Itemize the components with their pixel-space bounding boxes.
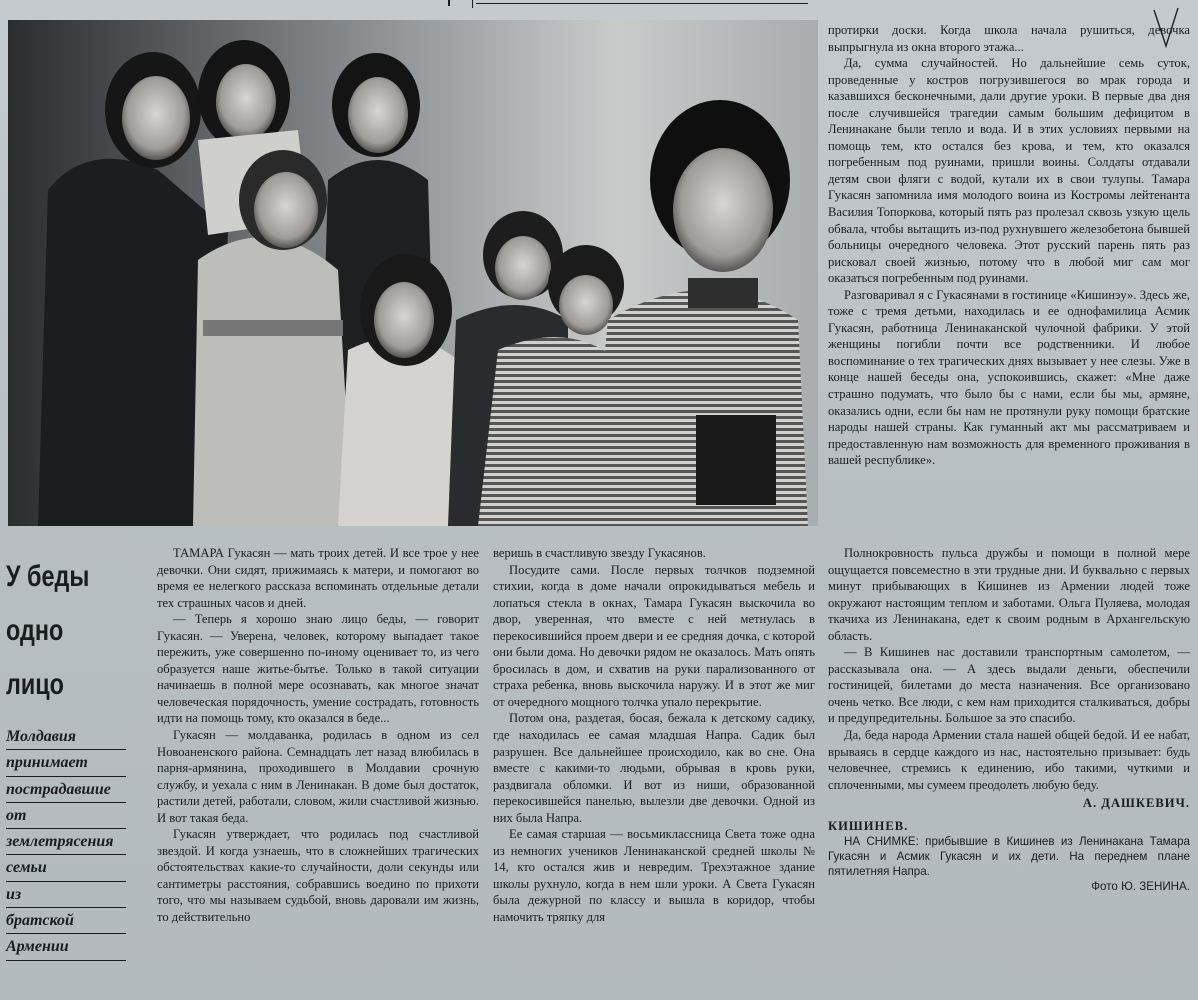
photo-credit: Фото Ю. ЗЕНИНА. bbox=[1091, 880, 1190, 894]
paragraph: Гукасян утверждает, что родилась под счастливой звездой. И когда узнаешь, что в сложнейших трагических обстоятельствах какие-то случайности, доли секунды или сантиметры расстояния, собравшись воедино по прихоти того, что мы называем судьбой, вновь даровали им жизнь, то действительно bbox=[157, 827, 479, 925]
paragraph: — Теперь я хорошо знаю лицо беды, — говорит Гукасян. — Уверена, человек, которому выпадает такое пережить, уже совершенно по-иному оценивает то, из чего образуется наше житье-бытье. Только в такой ситуации начинаешь в полной мере осознавать, как многое значат человеческая порядочность, умение сострадать, готовность идти на помощь тому, кто оказался в беде... bbox=[157, 612, 479, 726]
paragraph: Да, сумма случайностей. Но дальнейшие семь суток, проведенные у костров погрузившегося во мрак города и казавшихся бесконечными, дали другие уроки. В первые два дня после случившейся трагедии самым большим дефицитом в Ленинакане были тепло и вода. И в этих условиях первыми на помощь тем, кто остался без крова, и тем, кто оказался погребенным под руинами, пришли воины. Солдаты отдавали детям свои фляги с водой, кутали их в свои тулупы. Тамара Гукасян запомнила имя молодого воина из Костромы лейтенанта Василия Топоркова, который пять раз пролезал сквозь узкую щель обвала, чтобы вытащить из-под рухнувшего железобетона бывшей больницы очередного человека. Этот русский парень пять раз рисковал своей жизнью, потому что в любой миг сам мог оказаться погребенным под руинами. bbox=[828, 56, 1190, 286]
subhead-line: из bbox=[6, 882, 126, 908]
article-column-2 bbox=[493, 545, 815, 926]
headline-line: лицо bbox=[6, 668, 64, 701]
paragraph: Посудите сами. После первых толчков подземной стихии, когда в доме начали опрокидываться мебель и лопаться стекла в окнах, Тамара Гукасян выскочила во двор, уверенная, что вместе с ней метнулась в перекосившийся проем двери и ее средняя дочка, с которой они были дома. Но девочки рядом не оказалось. Мать опять бросилась в дом, и схватив на руки парализованного от страха ребенка, вновь выскочила наружу. И в этот же миг от очередного мощного толчка упало перекрытие. bbox=[493, 562, 816, 709]
article-headline bbox=[6, 550, 115, 712]
paragraph: Полнокровность пульса дружбы и помощи в полной мере ощущается повсеместно в эти трудные дни. И буквально с первых минут прибывающих в Кишинев из Армении людей тоже окружают настоящим теплом и заботами. Ольга Пуляева, молодая ткачиха из Ленинакана, едет к своим родным в Архангельскую область. bbox=[828, 546, 1190, 643]
dateline-place: КИШИНЕВ. bbox=[828, 818, 909, 833]
top-rule-horizontal bbox=[476, 3, 808, 4]
subhead-line: принимает bbox=[6, 750, 126, 776]
headline-line: У беды bbox=[6, 560, 90, 593]
subhead-line: пострадавшие bbox=[6, 777, 126, 803]
paragraph: Потом она, раздетая, босая, бежала к детскому садику, где находилась ее самая младшая Напра. Садик был разрушен. Все дальнейшее происходило, как во сне. Она вместе с какими-то людьми, обрывая в кровь руки, раздвигала обломки. И вот из ниши, образованной перекосившейся панелью, вылезли две девочки. Одной из них была Напра. bbox=[493, 711, 815, 825]
top-rule-mark bbox=[448, 0, 450, 6]
paragraph: — В Кишинев нас доставили транспортным самолетом, — рассказывала она. — А здесь выдали деньги, обеспечили гостиницей, билетами до места назначения. Все организовано очень четко. Все люди, с кем нам приходится сталкиваться, добры и предупредительны. Большое за это спасибо. bbox=[828, 645, 1190, 726]
headline-line: одно bbox=[6, 614, 64, 647]
subhead-line: семьи bbox=[6, 855, 126, 881]
author-signature: А. ДАШКЕВИЧ. bbox=[1082, 796, 1190, 811]
paragraph: Разговаривал я с Гукасянами в гостинице «Кишинэу». Здесь же, тоже с тремя детьми, находилась и ее однофамилица Асмик Гукасян, работница Ленинаканской чулочной фабрики. У этой женщины погибли почти все родственники. И любое воспоминание о тех трагических днях вызывает у нее слезы. Уже в конце нашей беседы она, успокоившись, скажет: «Мне даже страшно подумать, что было бы с нами, если бы мы, армяне, оказались одни, если бы нам не протянули руку помощи братские народы нашей страны. Как гуманный акт мы рассматриваем и предоставленную нам возможность для временного проживания в вашей республике». bbox=[828, 287, 1190, 468]
subhead-line: Армении bbox=[6, 934, 126, 960]
paragraph: ТАМАРА Гукасян — мать троих детей. И все трое у нее девочки. Они сидят, прижимаясь к матери, и помогают во время ее нелегкого рассказа вспоминать отдельные детали тех страшных часов и дней. bbox=[157, 546, 479, 610]
family-photo-illustration bbox=[8, 20, 818, 526]
paragraph: веришь в счастливую звезду Гукасянов. bbox=[493, 546, 706, 560]
subhead-line: землетрясения bbox=[6, 829, 126, 855]
subhead-line: Молдавия bbox=[6, 724, 126, 750]
subhead-line: братской bbox=[6, 908, 126, 934]
article-column-1 bbox=[157, 545, 479, 926]
paragraph: Гукасян — молдаванка, родилась в одном из сел Новоаненского района. Семнадцать лет назад влюбилась в парня-армянина, проходившего в Молдавии срочную службу, и уехала с ним в Ленинакан. В доме был достаток, растили детей, работали, словом, жили счастливой жизнью. И вот такая беда. bbox=[157, 728, 479, 825]
subhead-line: от bbox=[6, 803, 126, 829]
article-subheadline bbox=[6, 724, 126, 961]
top-rule-vertical bbox=[472, 0, 473, 8]
paragraph: Ее самая старшая — восьмиклассница Света тоже одна из немногих учеников Ленинаканской средней школы № 14, кто остался жив и невредим. Трехэтажное здание школы рухнуло, когда в нем шли уроки. А Света Гукасян была дежурной по классу и вышла в коридор, чтобы намочить тряпку для bbox=[493, 827, 815, 925]
paragraph: Да, беда народа Армении стала нашей общей бедой. И ее набат, врываясь в сердце каждого из нас, настоятельно призывает: будь человечнее, стремись к единению, ибо такими, чуткими и сплоченными, мы сумеем преодолеть любую беду. bbox=[828, 728, 1190, 792]
article-column-right bbox=[828, 22, 1190, 469]
photo-caption: НА СНИМКЕ: прибывшие в Кишинев из Ленинакана Тамара Гукасян и Асмик Гукасян и их дети. На переднем плане пятилетняя Напра. bbox=[828, 835, 1190, 879]
article-column-3 bbox=[828, 545, 1190, 894]
paragraph: протирки доски. Когда школа начала рушиться, девочка выпрыгнула из окна второго этажа... bbox=[828, 23, 1190, 54]
news-photo bbox=[8, 20, 818, 526]
